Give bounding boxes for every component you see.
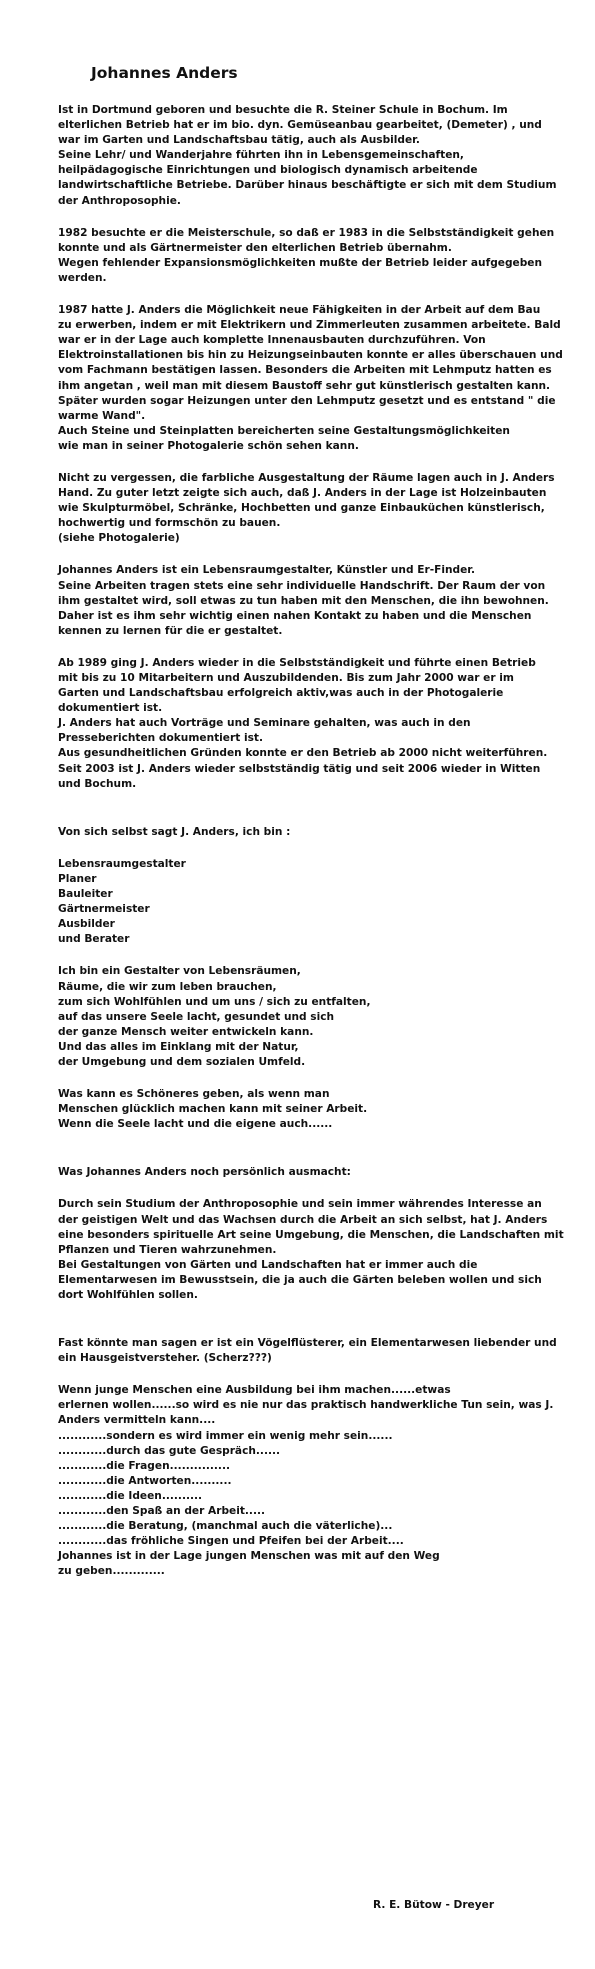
text-line: und Bochum. [58, 777, 137, 790]
text-line: Elektroinstallationen bis hin zu Heizungseinbauten konnte er alles überschauen und [58, 349, 563, 362]
paragraph-selbst-intro [58, 825, 578, 840]
list-item: Bauleiter [58, 888, 113, 901]
text-line: Durch sein Studium der Anthroposophie und sein immer währendes Interesse an [58, 1198, 542, 1211]
text-line: kennen zu lernen für die er gestaltet. [58, 624, 283, 637]
text-line: Aus gesundheitlichen Gründen konnte er den Betrieb ab 2000 nicht weiterführen. [58, 747, 548, 760]
text-line: ............den Spaß an der Arbeit..... [58, 1505, 266, 1518]
text-line: Presseberichten dokumentiert ist. [58, 732, 263, 745]
text-line: der ganze Mensch weiter entwickeln kann. [58, 1025, 314, 1038]
text-line: Von sich selbst sagt J. Anders, ich bin : [58, 825, 291, 838]
paragraph-voegelfluesterer [58, 1336, 578, 1366]
paragraph-gestalter [58, 964, 578, 1070]
text-line: ............die Beratung, (manchmal auch die väterliche)... [58, 1520, 393, 1533]
text-line: zum sich Wohlfühlen und um uns / sich zu entfalten, [58, 995, 371, 1008]
text-line: ihm gestaltet wird, soll etwas zu tun haben mit den Menschen, die ihn bewohnen. [58, 594, 549, 607]
text-line: Fast könnte man sagen er ist ein Vögelflüsterer, ein Elementarwesen liebender und [58, 1337, 557, 1350]
text-line: 1987 hatte J. Anders die Möglichkeit neue Fähigkeiten in der Arbeit auf dem Bau [58, 304, 541, 317]
text-line: Seine Arbeiten tragen stets eine sehr individuelle Handschrift. Der Raum der von [58, 579, 546, 592]
text-line: wie Skulpturmöbel, Schränke, Hochbetten und ganze Einbauküchen künstlerisch, [58, 502, 545, 515]
paragraph-bau [58, 303, 578, 454]
text-line: Johannes Anders ist ein Lebensraumgestalter, Künstler und Er-Finder. [58, 564, 476, 577]
list-item: Planer [58, 872, 97, 885]
text-line: Bei Gestaltungen von Gärten und Landschaften hat er immer auch die [58, 1258, 478, 1271]
text-line: (siehe Photogalerie) [58, 532, 180, 545]
paragraph-meisterschule [58, 226, 578, 286]
paragraph-schoeneres [58, 1087, 578, 1132]
list-roles [58, 857, 578, 948]
text-line: eine besonders spirituelle Art seine Umgebung, die Menschen, die Landschaften mit [58, 1228, 564, 1241]
text-line: werden. [58, 271, 107, 284]
paragraph-ausbildung [58, 1383, 578, 1579]
text-line: ihm angetan , weil man mit diesem Baustoff sehr gut künstlerisch gestalten kann. [58, 379, 551, 392]
paragraph-raeume [58, 471, 578, 546]
text-line: Später wurden sogar Heizungen unter den Lehmputz gesetzt und es entstand " die [58, 394, 556, 407]
text-line: Räume, die wir zum leben brauchen, [58, 980, 277, 993]
text-line: elterlichen Betrieb hat er im bio. dyn. Gemüseanbau gearbeitet, (Demeter) , und [58, 119, 542, 132]
text-line: Johannes ist in der Lage jungen Menschen was mit auf den Weg [58, 1550, 440, 1563]
text-line: hochwertig und formschön zu bauen. [58, 517, 281, 530]
text-line: zu geben............. [58, 1565, 165, 1578]
list-item: Ausbilder [58, 918, 115, 931]
text-line: Menschen glücklich machen kann mit seiner Arbeit. [58, 1103, 368, 1116]
text-line: ............die Fragen............... [58, 1459, 230, 1472]
text-line: Elementarwesen im Bewusstsein, die ja auch die Gärten beleben wollen und sich [58, 1273, 542, 1286]
text-line: Seit 2003 ist J. Anders wieder selbstständig tätig und seit 2006 wieder in Witten [58, 762, 541, 775]
text-line: Hand. Zu guter letzt zeigte sich auch, daß J. Anders in der Lage ist Holzeinbauten [58, 487, 547, 500]
text-line: ein Hausgeistversteher. (Scherz???) [58, 1352, 272, 1365]
text-line: Wenn junge Menschen eine Ausbildung bei ihm machen......etwas [58, 1384, 451, 1397]
text-line: Und das alles im Einklang mit der Natur, [58, 1040, 299, 1053]
text-line: Wegen fehlender Expansionsmöglichkeiten mußte der Betrieb leider aufgegeben [58, 256, 543, 269]
text-line: ............die Antworten.......... [58, 1474, 232, 1487]
text-line: landwirtschaftliche Betriebe. Darüber hinaus beschäftigte er sich mit dem Studium [58, 179, 557, 192]
text-line: Anders vermitteln kann.... [58, 1414, 216, 1427]
text-line: wie man in seiner Photogalerie schön sehen kann. [58, 439, 359, 452]
text-line: warme Wand". [58, 409, 146, 422]
text-line: der geistigen Welt und das Wachsen durch die Arbeit an sich selbst, hat J. Anders [58, 1213, 548, 1226]
list-item: Gärtnermeister [58, 903, 150, 916]
text-line: ............durch das gute Gespräch...... [58, 1444, 281, 1457]
text-line: Ich bin ein Gestalter von Lebensräumen, [58, 965, 301, 978]
text-line: der Umgebung und dem sozialen Umfeld. [58, 1055, 306, 1068]
text-line: Daher ist es ihm sehr wichtig einen nahen Kontakt zu haben und die Menschen [58, 609, 532, 622]
text-line: mit bis zu 10 Mitarbeitern und Auszubildenden. Bis zum Jahr 2000 war er im [58, 672, 514, 684]
document-body [58, 103, 578, 1580]
text-line: dort Wohlfühlen sollen. [58, 1289, 198, 1301]
text-line: Ab 1989 ging J. Anders wieder in die Selbstständigkeit und führte einen Betrieb [58, 656, 536, 669]
text-line: ............die Ideen.......... [58, 1489, 203, 1502]
text-line: vom Fachmann bestätigen lassen. Besonders die Arbeiten mit Lehmputz hatten es [58, 364, 552, 377]
text-line: ............sondern es wird immer ein wenig mehr sein...... [58, 1429, 393, 1442]
list-item: Lebensraumgestalter [58, 857, 186, 870]
paragraph-betrieb [58, 656, 578, 792]
paragraph-anthroposophie [58, 1197, 578, 1303]
text-line: Pflanzen und Tieren wahrzunehmen. [58, 1243, 277, 1256]
text-line: Was Johannes Anders noch persönlich ausmacht: [58, 1166, 351, 1179]
text-line: Was kann es Schöneres geben, als wenn man [58, 1088, 330, 1101]
paragraph-persoenlich-heading [58, 1165, 578, 1180]
text-line: dokumentiert ist. [58, 702, 163, 715]
text-line: Garten und Landschaftsbau erfolgreich aktiv,was auch in der Photogalerie [58, 687, 504, 700]
text-line: J. Anders hat auch Vorträge und Seminare gehalten, was auch in den [58, 717, 471, 730]
text-line: Wenn die Seele lacht und die eigene auch...... [58, 1118, 333, 1131]
paragraph-lebensraumgestalter [58, 563, 578, 638]
text-line: Auch Steine und Steinplatten bereicherten seine Gestaltungsmöglichkeiten [58, 424, 510, 437]
page-title: Johannes Anders [91, 64, 238, 82]
signature: R. E. Bütow - Dreyer [373, 1899, 495, 1911]
text-line: erlernen wollen......so wird es nie nur das praktisch handwerkliche Tun sein, was J. [58, 1399, 554, 1412]
text-line: zu erwerben, indem er mit Elektrikern und Zimmerleuten zusammen arbeitete. Bald [58, 319, 561, 332]
paragraph-biography [58, 103, 578, 209]
text-line: Seine Lehr/ und Wanderjahre führten ihn in Lebensgemeinschaften, [58, 149, 464, 162]
text-line: 1982 besuchte er die Meisterschule, so daß er 1983 in die Selbstständigkeit gehen [58, 226, 555, 239]
text-line: war im Garten und Landschaftsbau tätig, auch als Ausbilder. [58, 134, 420, 147]
text-line: war er in der Lage auch komplette Innenausbauten durchzuführen. Von [58, 334, 486, 347]
list-item: und Berater [58, 933, 130, 946]
text-line: auf das unsere Seele lacht, gesundet und sich [58, 1010, 335, 1023]
text-line: heilpädagogische Einrichtungen und biologisch dynamisch arbeitende [58, 164, 478, 177]
text-line: der Anthroposophie. [58, 194, 181, 207]
text-line: konnte und als Gärtnermeister den elterlichen Betrieb übernahm. [58, 241, 452, 254]
text-line: Nicht zu vergessen, die farbliche Ausgestaltung der Räume lagen auch in J. Anders [58, 471, 555, 484]
text-line: ............das fröhliche Singen und Pfeifen bei der Arbeit.... [58, 1535, 404, 1548]
text-line: Ist in Dortmund geboren und besuchte die R. Steiner Schule in Bochum. Im [58, 104, 508, 116]
